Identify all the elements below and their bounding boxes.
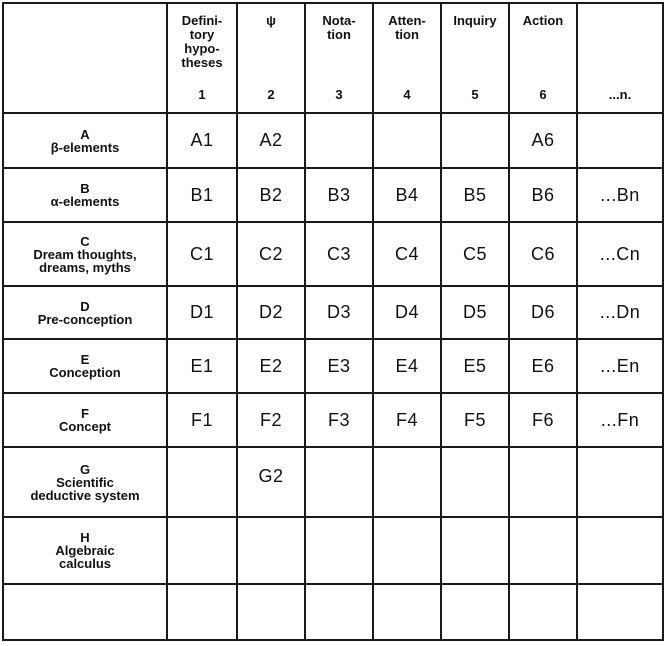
grid-cell: D6: [509, 286, 577, 339]
table-row: [3, 222, 663, 286]
column-header: [441, 3, 509, 113]
grid-cell: F3: [305, 393, 373, 447]
grid-cell: A6: [509, 113, 577, 168]
row-label: A β-elements: [3, 113, 167, 168]
grid-cell: B5: [441, 168, 509, 222]
grid-cell: E3: [305, 339, 373, 393]
grid-cell: ...En: [577, 339, 663, 393]
row-label: E Conception: [3, 339, 167, 393]
row-label: C Dream thoughts, dreams, myths: [3, 222, 167, 286]
column-header: [509, 3, 577, 113]
row-label: [3, 584, 167, 640]
grid-cell: B1: [167, 168, 237, 222]
column-title: Nota- tion: [322, 13, 356, 42]
grid-cell: [305, 517, 373, 584]
grid-cell: [441, 584, 509, 640]
grid-cell: C5: [441, 222, 509, 286]
grid-cell: [373, 584, 441, 640]
grid-cell: D1: [167, 286, 237, 339]
column-number: 4: [403, 87, 411, 102]
column-number: 3: [335, 87, 343, 102]
table-row: [3, 447, 663, 517]
table-row: [3, 393, 663, 447]
header-row: [3, 3, 663, 113]
row-label: D Pre-conception: [3, 286, 167, 339]
grid-cell: D5: [441, 286, 509, 339]
grid-cell: ...Cn: [577, 222, 663, 286]
grid-cell: F6: [509, 393, 577, 447]
grid-cell: [167, 584, 237, 640]
column-title: Inquiry: [453, 13, 497, 28]
grid-cell: C3: [305, 222, 373, 286]
table-row: [3, 168, 663, 222]
grid-cell: [509, 517, 577, 584]
row-label: B α-elements: [3, 168, 167, 222]
grid-cell: B3: [305, 168, 373, 222]
grid-cell: [509, 447, 577, 517]
column-title: Defini- tory hypo- theses: [181, 13, 223, 70]
grid-cell: C1: [167, 222, 237, 286]
grid-cell: F1: [167, 393, 237, 447]
grid-table: [2, 2, 664, 641]
grid-cell: [373, 113, 441, 168]
grid-cell: E2: [237, 339, 305, 393]
column-header: [305, 3, 373, 113]
grid-cell: [167, 447, 237, 517]
grid-cell: F4: [373, 393, 441, 447]
grid-cell: B6: [509, 168, 577, 222]
grid-cell: E4: [373, 339, 441, 393]
grid-cell: C2: [237, 222, 305, 286]
table-row: [3, 113, 663, 168]
column-number: 1: [198, 87, 206, 102]
column-title: ψ: [266, 13, 276, 28]
grid-cell: [577, 584, 663, 640]
column-header: [237, 3, 305, 113]
grid-cell: [441, 113, 509, 168]
grid-cell: F5: [441, 393, 509, 447]
grid-cell: E1: [167, 339, 237, 393]
grid-cell: F2: [237, 393, 305, 447]
grid-cell: [577, 447, 663, 517]
grid-cell: D4: [373, 286, 441, 339]
grid-cell: [441, 447, 509, 517]
grid-cell: E6: [509, 339, 577, 393]
grid-cell: ...Dn: [577, 286, 663, 339]
grid-cell: C4: [373, 222, 441, 286]
grid-cell: A1: [167, 113, 237, 168]
grid-cell: C6: [509, 222, 577, 286]
grid-cell: [577, 517, 663, 584]
grid-cell: [441, 517, 509, 584]
row-label: F Concept: [3, 393, 167, 447]
grid-cell: [305, 447, 373, 517]
grid-cell: [305, 584, 373, 640]
row-label: H Algebraic calculus: [3, 517, 167, 584]
column-header: [167, 3, 237, 113]
column-number: ...n.: [608, 87, 632, 102]
column-title: Atten- tion: [388, 13, 426, 42]
grid-cell: B4: [373, 168, 441, 222]
corner-cell: [3, 3, 167, 113]
column-header: [373, 3, 441, 113]
column-number: 5: [471, 87, 479, 102]
grid-cell: [509, 584, 577, 640]
grid-cell: ...Fn: [577, 393, 663, 447]
grid-cell: [577, 113, 663, 168]
grid-cell: A2: [237, 113, 305, 168]
grid-cell: D3: [305, 286, 373, 339]
column-number: 6: [539, 87, 547, 102]
grid-cell: [305, 113, 373, 168]
column-number: 2: [267, 87, 275, 102]
grid-cell: G2: [237, 447, 305, 517]
table-row: [3, 584, 663, 640]
table-row: [3, 339, 663, 393]
grid-cell: [237, 584, 305, 640]
table-row: [3, 517, 663, 584]
grid-cell: E5: [441, 339, 509, 393]
grid-cell: ...Bn: [577, 168, 663, 222]
grid-cell: [237, 517, 305, 584]
grid-cell: B2: [237, 168, 305, 222]
grid-cell: [373, 517, 441, 584]
row-label: G Scientific deductive system: [3, 447, 167, 517]
grid-cell: [167, 517, 237, 584]
grid-cell: D2: [237, 286, 305, 339]
column-title: Action: [522, 13, 564, 28]
column-header: [577, 3, 663, 113]
table-row: [3, 286, 663, 339]
grid-cell: [373, 447, 441, 517]
